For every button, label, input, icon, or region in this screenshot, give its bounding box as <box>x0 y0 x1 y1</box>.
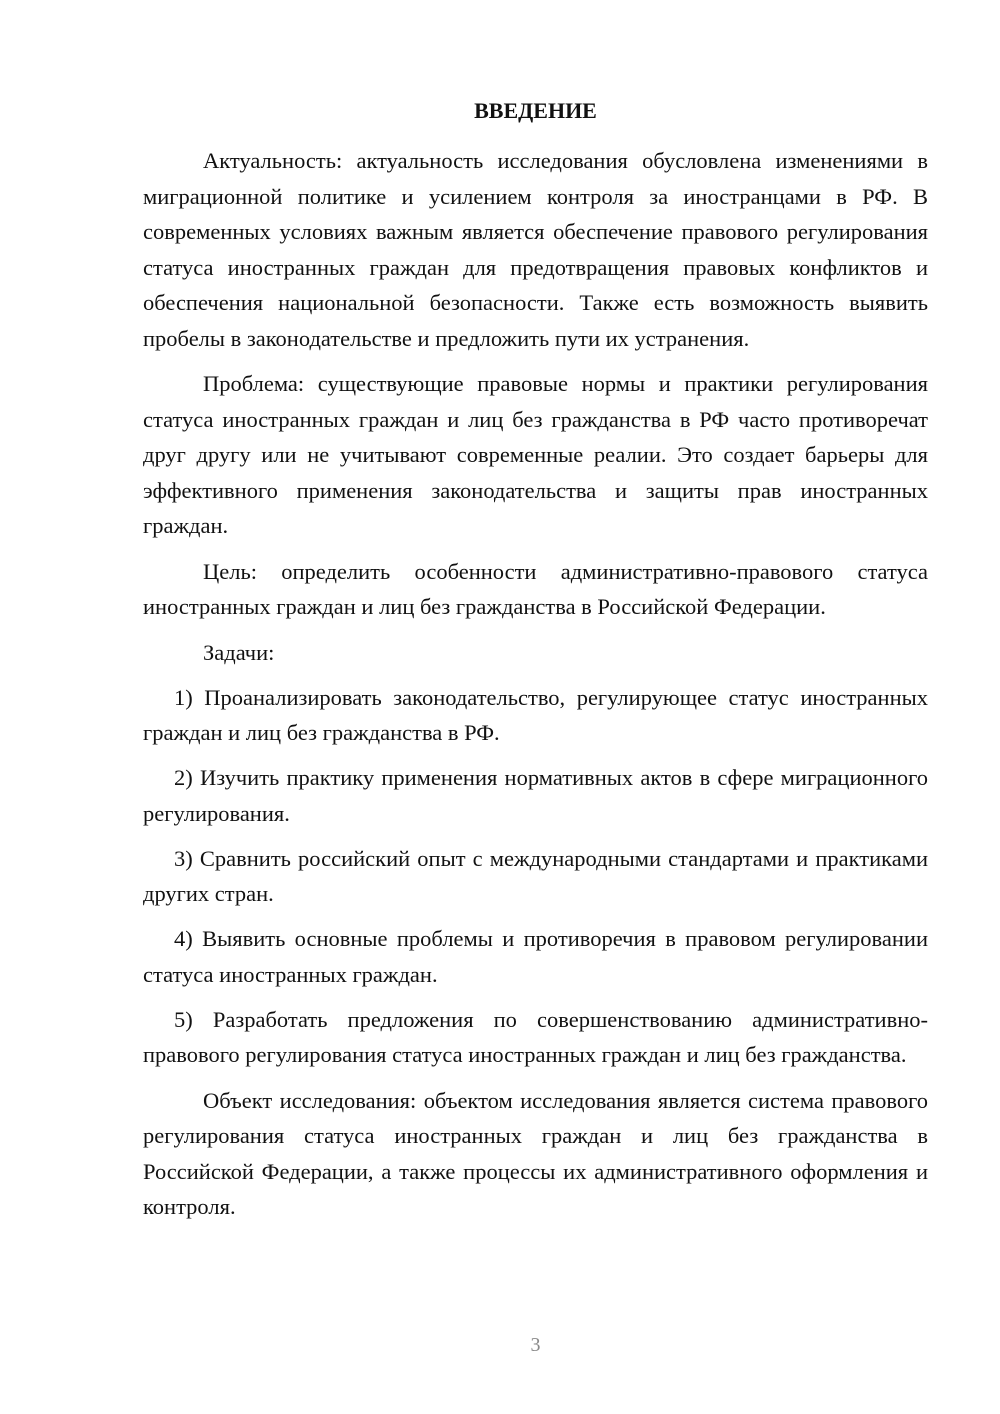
task-item-2: 2) Изучить практику применения нормативных актов в сфере миграционного регулирования. <box>143 765 928 826</box>
task-item-1: 1) Проанализировать законодательство, регулирующее статус иностранных граждан и лиц без гражданства в РФ. <box>143 684 928 745</box>
page-number: 3 <box>530 1334 541 1356</box>
tasks-heading: Задачи: <box>203 639 275 665</box>
document-body <box>143 143 928 1225</box>
page-title: ВВЕДЕНИЕ <box>474 98 597 123</box>
document-page <box>143 0 928 1414</box>
relevance-paragraph: Актуальность: актуальность исследования обусловлена изменениями в миграционной политике и усилением контроля за иностранцами в РФ. В современных условиях важным является обеспечение правового регулирования статуса иностранных граждан для предотвращения правовых конфликтов и обеспечения национальной безопасности. Также есть возможность выявить пробелы в законодательстве и предложить пути их устранения. <box>143 148 928 351</box>
task-item-3: 3) Сравнить российский опыт с международными стандартами и практиками других стран. <box>143 845 928 906</box>
object-paragraph: Объект исследования: объектом исследования является система правового регулирования статуса иностранных граждан и лиц без гражданства в Российской Федерации, а также процессы их административного оформления и контроля. <box>143 1087 928 1219</box>
problem-paragraph: Проблема: существующие правовые нормы и практики регулирования статуса иностранных граждан и лиц без гражданства в РФ часто противоречат друг другу или не учитывают современные реалии. Это создает барьеры для эффективного применения законодательства и защиты прав иностранных граждан. <box>143 371 928 538</box>
goal-paragraph: Цель: определить особенности административно-правового статуса иностранных граждан и лиц без гражданства в Российской Федерации. <box>143 558 928 619</box>
task-item-5: 5) Разработать предложения по совершенствованию административно-правового регулирования статуса иностранных граждан и лиц без гражданства. <box>143 1006 928 1067</box>
task-item-4: 4) Выявить основные проблемы и противоречия в правовом регулировании статуса иностранных граждан. <box>143 926 928 987</box>
